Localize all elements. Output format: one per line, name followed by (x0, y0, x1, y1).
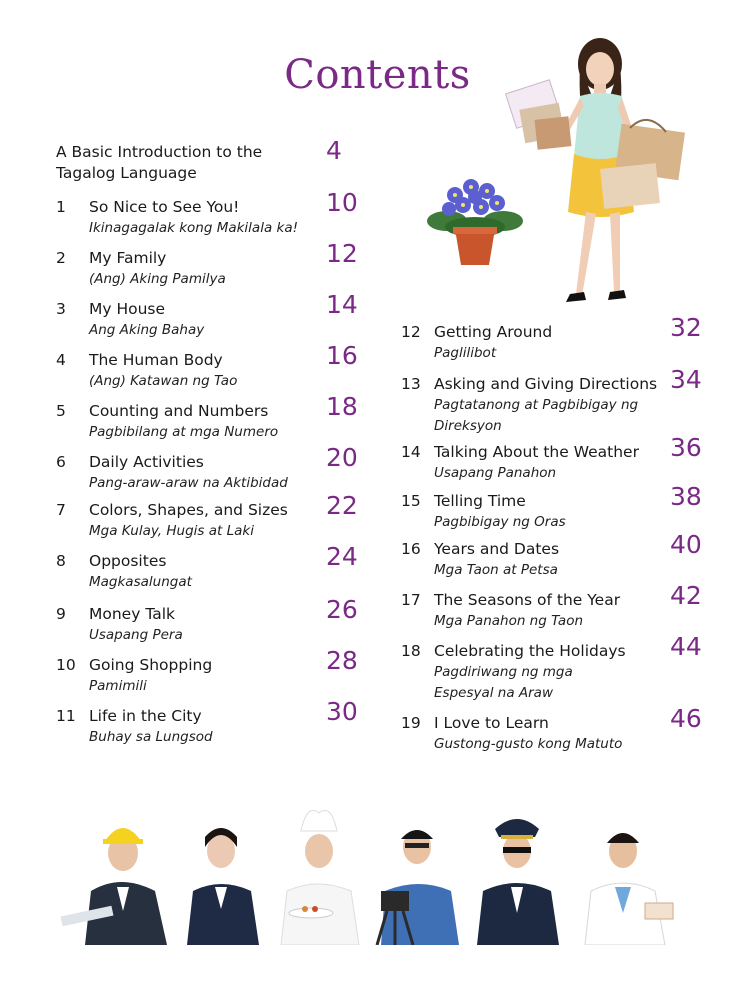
chapter-number: 14 (401, 443, 421, 461)
toc-page-number: 24 (326, 542, 358, 571)
chapter-title-english: My Family (89, 249, 167, 267)
chapter-title-english: The Human Body (89, 351, 223, 369)
chapter-title-english: Talking About the Weather (434, 443, 639, 461)
potted-violets-photo (425, 165, 525, 265)
chapter-title-tagalog: Gustong-gusto kong Matuto (434, 736, 623, 752)
toc-page-number: 20 (326, 443, 358, 472)
chapter-title-english: Asking and Giving Directions (434, 375, 658, 393)
chapter-number: 12 (401, 323, 421, 341)
toc-page-number: 4 (326, 136, 342, 165)
toc-entry-5[interactable] (56, 392, 358, 443)
toc-entry-12[interactable] (401, 313, 711, 364)
chapter-title-tagalog: Mga Panahon ng Taon (434, 613, 584, 629)
toc-page-number: 44 (670, 632, 702, 661)
chapter-title-english: Going Shopping (89, 656, 213, 674)
chapter-title-tagalog-line2: Direksyon (434, 418, 502, 434)
toc-page-number: 36 (670, 433, 702, 462)
chapter-number: 16 (401, 540, 421, 558)
chapter-title-tagalog: Pagdiriwang ng mga (434, 664, 573, 680)
chapter-number: 13 (401, 375, 421, 393)
chapter-number: 10 (56, 656, 76, 674)
page-title: Contents (284, 52, 471, 98)
toc-entry-13[interactable] (401, 365, 711, 437)
chapter-title-english: Getting Around (434, 323, 553, 341)
toc-page-number: 12 (326, 239, 358, 268)
toc-intro-label-line1: A Basic Introduction to the (56, 143, 263, 161)
toc-intro-label-line2: Tagalog Language (56, 164, 197, 182)
chapter-title-english: So Nice to See You! (89, 198, 240, 216)
chapter-title-tagalog: Paglilibot (434, 345, 497, 361)
toc-page-number: 18 (326, 392, 358, 421)
toc-entry-3[interactable] (56, 290, 358, 341)
chapter-title-english: My House (89, 300, 166, 318)
chapter-title-tagalog: Magkasalungat (89, 574, 192, 590)
chapter-title-english: Telling Time (434, 492, 526, 510)
toc-page-number: 30 (326, 697, 358, 726)
chapter-number: 18 (401, 642, 421, 660)
chapter-title-tagalog: Pagtatanong at Pagbibigay ng (434, 397, 639, 413)
chapter-number: 6 (56, 453, 66, 471)
chapter-title-english: Money Talk (89, 605, 175, 623)
toc-intro-entry[interactable] (56, 136, 346, 186)
chapter-title-tagalog: (Ang) Aking Pamilya (89, 271, 226, 287)
chapter-number: 11 (56, 707, 76, 725)
toc-page-number: 38 (670, 482, 702, 511)
toc-page-number: 42 (670, 581, 702, 610)
chapter-title-tagalog: Pagbibigay ng Oras (434, 514, 566, 530)
chapter-number: 7 (56, 501, 66, 519)
chapter-title-english: I Love to Learn (434, 714, 549, 732)
chapter-title-english: Opposites (89, 552, 167, 570)
toc-entry-10[interactable] (56, 646, 358, 697)
chapter-title-tagalog: Pagbibilang at mga Numero (89, 424, 279, 440)
chapter-title-english: Daily Activities (89, 453, 204, 471)
chapter-title-tagalog: Pamimili (89, 678, 147, 694)
toc-entry-19[interactable] (401, 704, 711, 755)
toc-entry-6[interactable] (56, 443, 358, 494)
toc-page-number: 34 (670, 365, 702, 394)
chapter-title-tagalog: Mga Kulay, Hugis at Laki (89, 523, 254, 539)
chapter-title-english: Colors, Shapes, and Sizes (89, 501, 288, 519)
chapter-number: 9 (56, 605, 66, 623)
chapter-title-tagalog: Ikinagagalak kong Makilala ka! (89, 220, 299, 236)
chapter-title-english: Life in the City (89, 707, 202, 725)
chapter-number: 1 (56, 198, 66, 216)
toc-entry-17[interactable] (401, 581, 711, 632)
chapter-number: 2 (56, 249, 66, 267)
chapter-title-english: Celebrating the Holidays (434, 642, 626, 660)
toc-page-number: 32 (670, 313, 702, 342)
toc-entry-2[interactable] (56, 239, 358, 290)
chapter-title-english: Years and Dates (434, 540, 560, 558)
toc-entry-1[interactable] (56, 188, 358, 239)
toc-entry-7[interactable] (56, 491, 358, 542)
chapter-number: 17 (401, 591, 421, 609)
professionals-row-photo (55, 795, 695, 945)
toc-entry-14[interactable] (401, 433, 711, 484)
chapter-title-tagalog: (Ang) Katawan ng Tao (89, 373, 238, 389)
toc-entry-9[interactable] (56, 595, 358, 646)
chapter-title-tagalog-line2: Espesyal na Araw (434, 685, 553, 701)
shopping-woman-photo (500, 36, 700, 316)
toc-page-number: 16 (326, 341, 358, 370)
chapter-number: 15 (401, 492, 421, 510)
toc-page-number: 40 (670, 530, 702, 559)
chapter-number: 5 (56, 402, 66, 420)
toc-page-number: 28 (326, 646, 358, 675)
toc-entry-8[interactable] (56, 542, 358, 593)
chapter-title-tagalog: Mga Taon at Petsa (434, 562, 558, 578)
chapter-title-english: The Seasons of the Year (434, 591, 621, 609)
toc-entry-4[interactable] (56, 341, 358, 392)
toc-page-number: 10 (326, 188, 358, 217)
toc-page-number: 14 (326, 290, 358, 319)
chapter-title-tagalog: Usapang Pera (89, 627, 183, 643)
toc-entry-18[interactable] (401, 632, 711, 704)
toc-page-number: 22 (326, 491, 358, 520)
toc-entry-11[interactable] (56, 697, 358, 748)
chapter-title-tagalog: Ang Aking Bahay (89, 322, 205, 338)
chapter-number: 8 (56, 552, 66, 570)
chapter-title-tagalog: Pang-araw-araw na Aktibidad (89, 475, 288, 491)
toc-entry-16[interactable] (401, 530, 711, 581)
toc-page-number: 46 (670, 704, 702, 733)
chapter-number: 4 (56, 351, 66, 369)
chapter-title-english: Counting and Numbers (89, 402, 269, 420)
toc-entry-15[interactable] (401, 482, 711, 533)
chapter-title-tagalog: Usapang Panahon (434, 465, 557, 481)
chapter-number: 19 (401, 714, 421, 732)
toc-page-number: 26 (326, 595, 358, 624)
chapter-title-tagalog: Buhay sa Lungsod (89, 729, 213, 745)
chapter-number: 3 (56, 300, 66, 318)
